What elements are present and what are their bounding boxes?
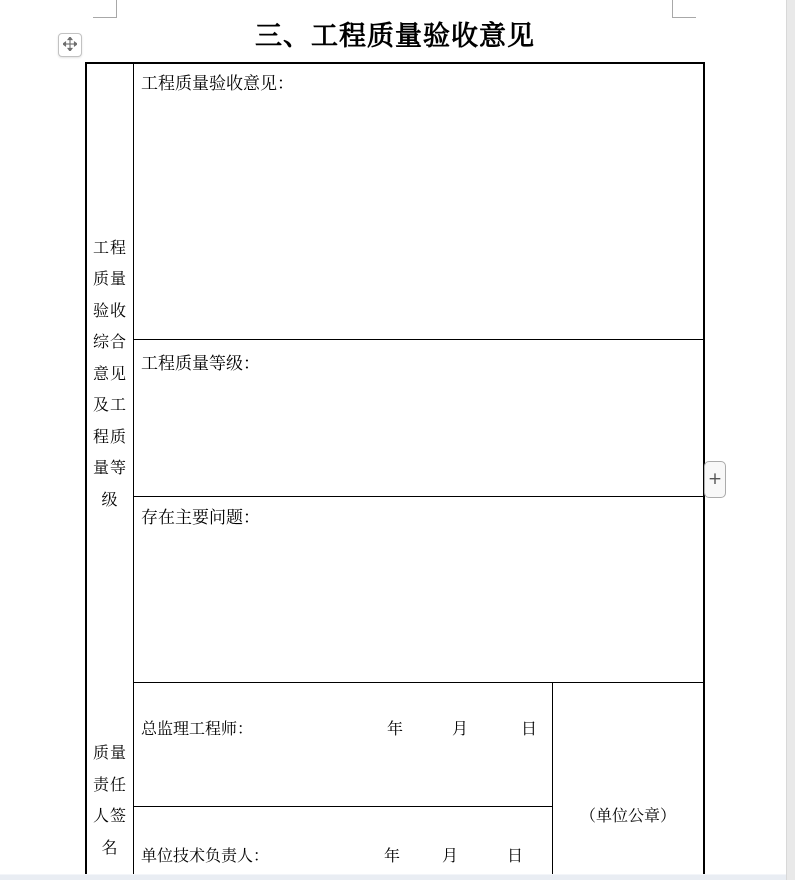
- vertical-scrollbar-track[interactable]: [786, 0, 795, 880]
- acceptance-table: [85, 62, 705, 874]
- header-line: 人签: [92, 806, 127, 825]
- cell-acceptance-opinion[interactable]: [134, 64, 703, 340]
- cell-chief-supervision-engineer[interactable]: [134, 683, 552, 807]
- cell-label: 工程质量等级：: [141, 354, 260, 374]
- move-icon: [63, 36, 77, 55]
- header-line: 量等: [92, 458, 127, 478]
- cell-quality-grade[interactable]: [134, 340, 703, 497]
- header-line: 工程: [92, 237, 127, 257]
- header-line: 级: [101, 489, 119, 509]
- header-line: 质量: [92, 743, 127, 762]
- table-header-column: [87, 64, 134, 874]
- date-day-label: 日: [507, 846, 524, 865]
- cell-unit-seal[interactable]: [553, 683, 703, 874]
- header-line: 程质: [92, 426, 127, 446]
- header-line: 责任: [92, 774, 127, 794]
- table-move-handle[interactable]: [58, 33, 82, 57]
- date-year-label: 年: [387, 719, 404, 738]
- header-line: 质量: [92, 269, 127, 289]
- header-line: 验收: [92, 300, 127, 320]
- header-line: 综合: [92, 332, 127, 352]
- signature-section: [134, 683, 703, 874]
- signature-label: 单位技术负责人：: [141, 846, 270, 865]
- signature-label: 总监理工程师：: [141, 719, 254, 738]
- cell-main-problems[interactable]: [134, 497, 703, 683]
- header-line: 意见: [92, 363, 127, 383]
- cell-label: 工程质量验收意见：: [141, 74, 294, 94]
- date-month-label: 月: [442, 846, 459, 865]
- cell-label: 存在主要问题：: [141, 508, 260, 528]
- cell-unit-technical-director[interactable]: [134, 807, 552, 874]
- header-line: 名: [101, 837, 119, 857]
- header-line: 及工: [92, 395, 127, 415]
- window-bottom-edge: [0, 874, 786, 880]
- date-day-label: 日: [521, 719, 538, 738]
- table-content-column: [134, 64, 703, 874]
- signature-column: [134, 683, 553, 874]
- table-insert-button[interactable]: +: [704, 461, 726, 498]
- section1-header-cell[interactable]: [87, 64, 133, 683]
- seal-note: （单位公章）: [579, 806, 676, 825]
- section2-header-cell[interactable]: [87, 683, 133, 874]
- document-title: 三、工程质量验收意见: [255, 21, 535, 52]
- date-month-label: 月: [452, 719, 469, 738]
- date-year-label: 年: [384, 846, 401, 865]
